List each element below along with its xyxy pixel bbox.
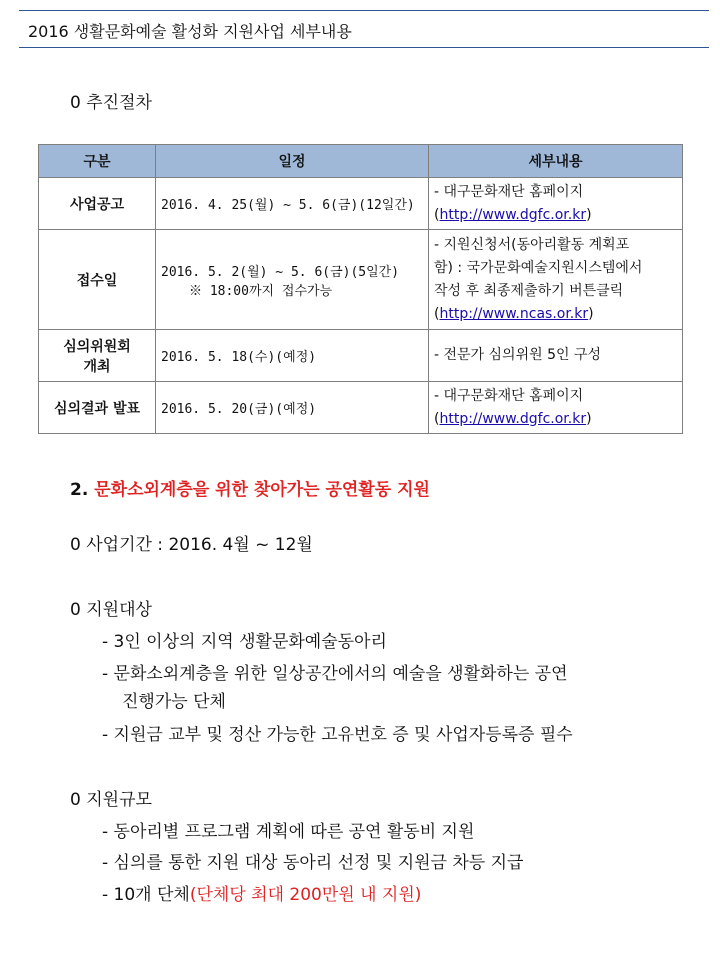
details-line: 함) : 국가문화예술지원시스템에서 bbox=[434, 259, 643, 276]
details-line: - 대구문화재단 홈페이지 bbox=[434, 183, 584, 200]
header-rule-top bbox=[19, 10, 709, 11]
project-period: 0 사업기간 : 2016. 4월 ~ 12월 bbox=[70, 535, 313, 555]
row-category bbox=[39, 330, 156, 382]
schedule-table bbox=[38, 144, 683, 434]
details-line: 작성 후 최종제출하기 버튼클릭 bbox=[434, 282, 624, 299]
scale-limit-note: (단체당 최대 200만원 내 지원) bbox=[189, 885, 422, 905]
table-row bbox=[39, 178, 683, 230]
details-line: - 대구문화재단 홈페이지 bbox=[434, 387, 584, 404]
table-header-row bbox=[39, 145, 683, 178]
row-schedule: 2016. 5. 20(금)(예정) bbox=[156, 382, 429, 434]
website-link[interactable]: http://www.ncas.or.kr bbox=[439, 305, 589, 322]
list-item bbox=[102, 880, 421, 905]
list-item: - 심의를 통한 지원 대상 동아리 선정 및 지원금 차등 지급 bbox=[102, 853, 524, 873]
scale-count: - 10개 단체 bbox=[102, 885, 190, 905]
section-2-number: 2. bbox=[70, 480, 95, 500]
details-link-line: (http://www.ncas.or.kr) bbox=[434, 305, 594, 322]
list-item-continuation: 진행가능 단체 bbox=[122, 692, 226, 712]
category-line: 개최 bbox=[83, 358, 111, 375]
details-link-line: (http://www.dgfc.or.kr) bbox=[434, 410, 592, 427]
category-line: 심의위원회 bbox=[63, 338, 131, 355]
page-header-title: 2016 생활문화예술 활성화 지원사업 세부내용 bbox=[28, 22, 352, 41]
section-procedure-title: 0 추진절차 bbox=[70, 93, 152, 113]
list-item: - 문화소외계층을 위한 일상공간에서의 예술을 생활화하는 공연 bbox=[102, 664, 568, 684]
row-category: 접수일 bbox=[39, 230, 156, 330]
table-row bbox=[39, 230, 683, 330]
schedule-note: ※ 18:00까지 접수가능 bbox=[189, 283, 333, 299]
header-rule-bottom bbox=[19, 47, 709, 48]
list-item: - 동아리별 프로그램 계획에 따른 공연 활동비 지원 bbox=[102, 822, 475, 842]
website-link[interactable]: http://www.dgfc.or.kr bbox=[439, 410, 587, 427]
section-2-heading bbox=[70, 475, 430, 500]
table-row bbox=[39, 330, 683, 382]
row-category: 심의결과 발표 bbox=[39, 382, 156, 434]
row-category: 사업공고 bbox=[39, 178, 156, 230]
row-schedule: 2016. 4. 25(월) ~ 5. 6(금)(12일간) bbox=[156, 178, 429, 230]
row-details bbox=[429, 382, 683, 434]
details-link-line: (http://www.dgfc.or.kr) bbox=[434, 206, 592, 223]
list-item: - 3인 이상의 지역 생활문화예술동아리 bbox=[102, 632, 387, 652]
row-details bbox=[429, 230, 683, 330]
support-scale-title: 0 지원규모 bbox=[70, 790, 152, 810]
table-row bbox=[39, 382, 683, 434]
column-header-category: 구분 bbox=[39, 145, 156, 178]
schedule-line: 2016. 5. 2(월) ~ 5. 6(금)(5일간) bbox=[161, 264, 400, 280]
row-schedule: 2016. 5. 18(수)(예정) bbox=[156, 330, 429, 382]
column-header-details: 세부내용 bbox=[429, 145, 683, 178]
row-schedule bbox=[156, 230, 429, 330]
section-2-title: 문화소외계층을 위한 찾아가는 공연활동 지원 bbox=[94, 480, 430, 500]
support-target-title: 0 지원대상 bbox=[70, 600, 152, 620]
row-details: - 전문가 심의위원 5인 구성 bbox=[429, 330, 683, 382]
row-details bbox=[429, 178, 683, 230]
column-header-schedule: 일정 bbox=[156, 145, 429, 178]
website-link[interactable]: http://www.dgfc.or.kr bbox=[439, 206, 587, 223]
details-line: - 지원신청서(동아리활동 계획포 bbox=[434, 236, 630, 253]
list-item: - 지원금 교부 및 정산 가능한 고유번호 증 및 사업자등록증 필수 bbox=[102, 725, 573, 745]
